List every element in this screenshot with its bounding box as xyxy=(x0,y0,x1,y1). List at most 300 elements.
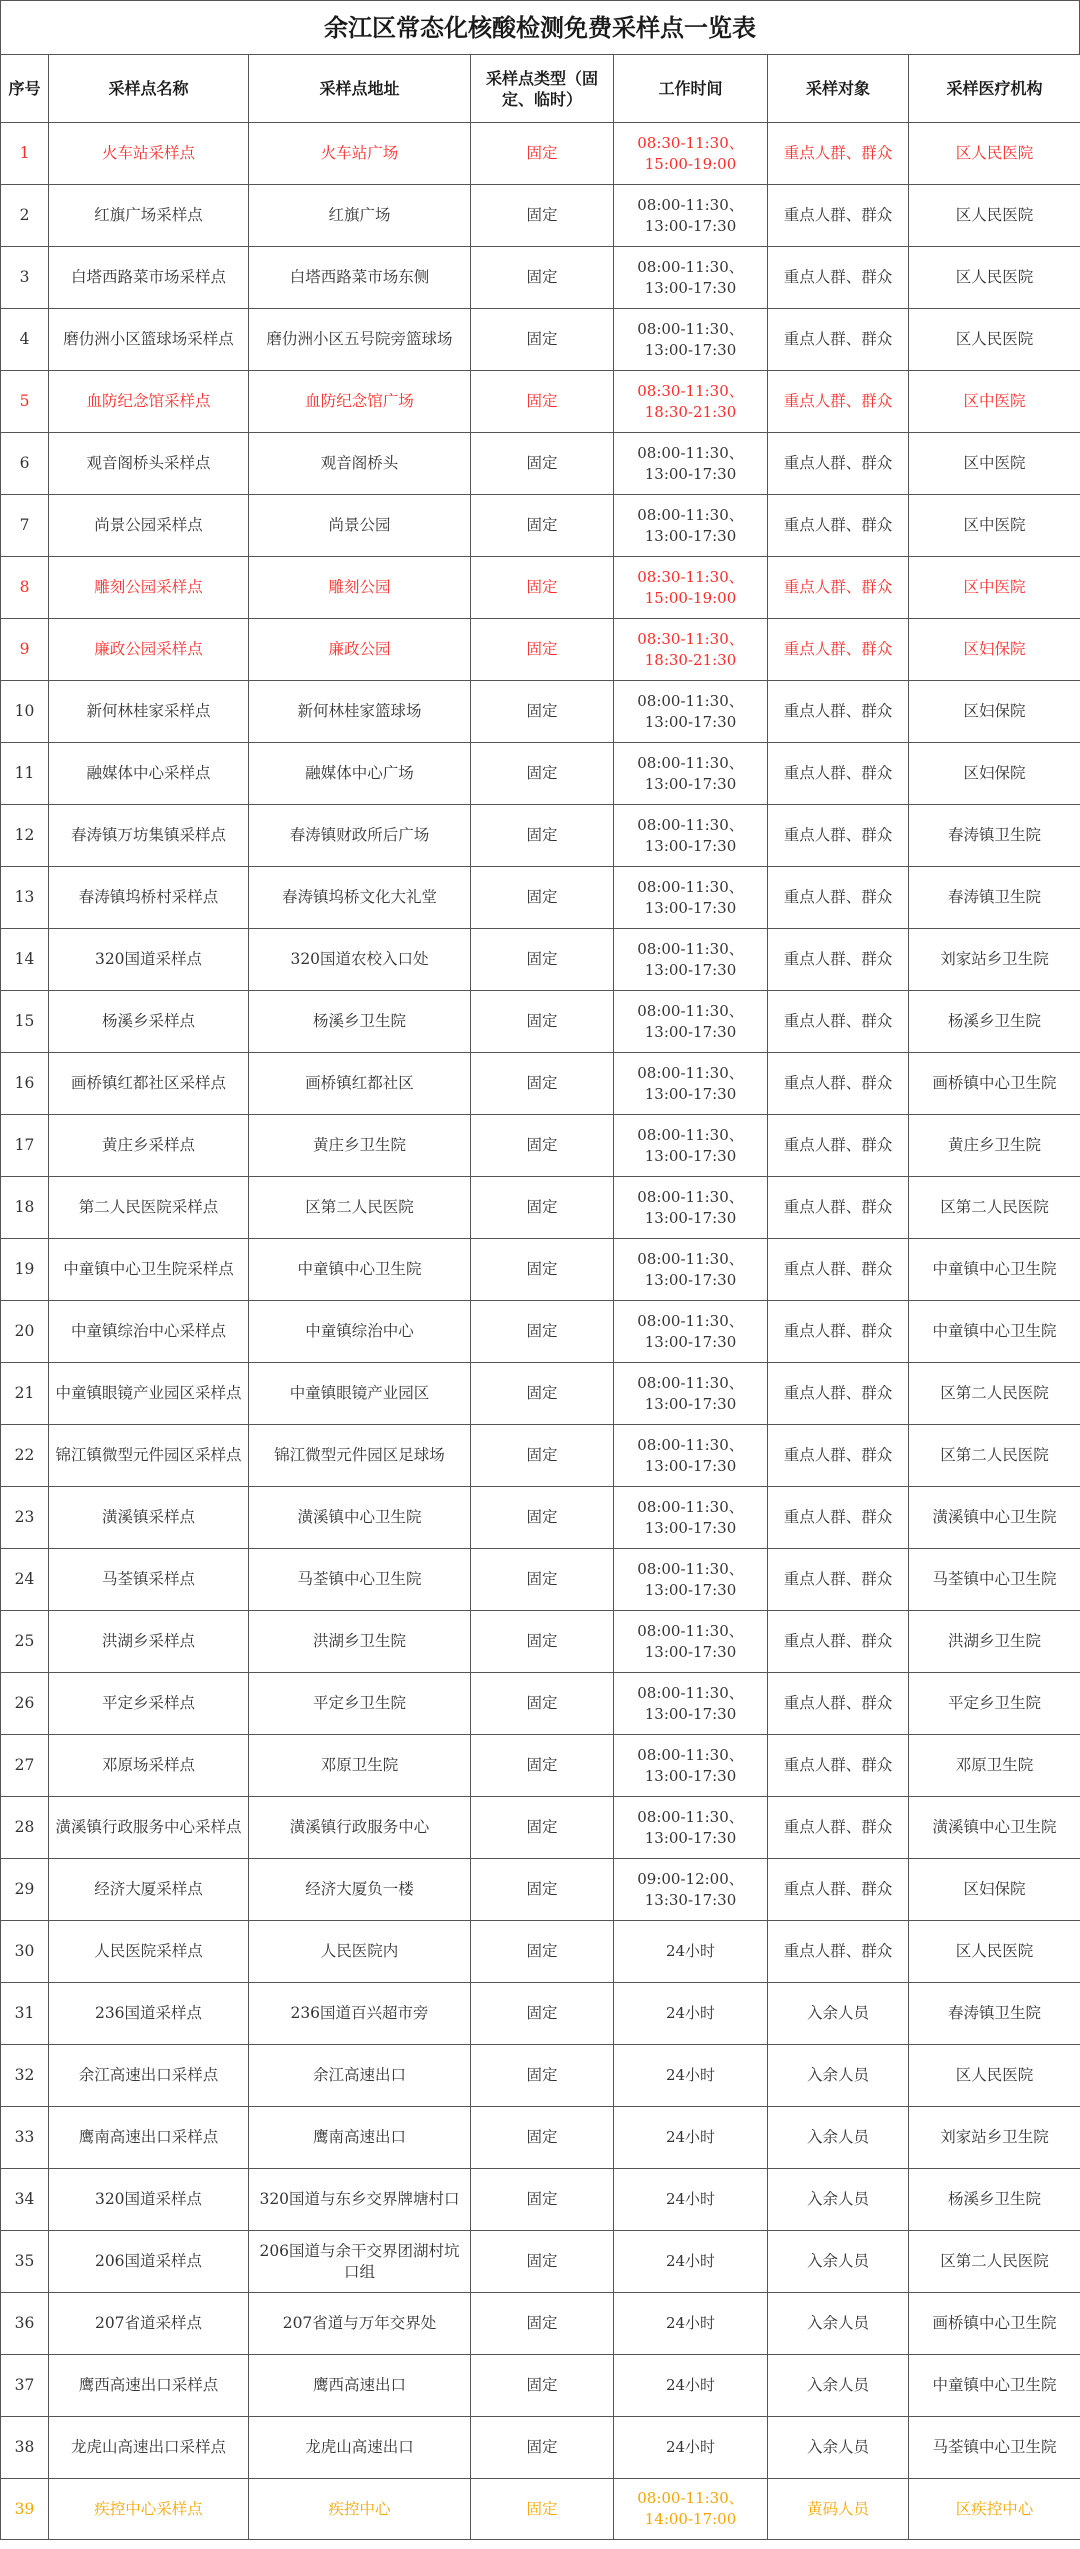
cell-site-address: 鹰西高速出口 xyxy=(249,2355,471,2417)
cell-site-address: 红旗广场 xyxy=(249,185,471,247)
cell-site-type: 固定 xyxy=(471,1053,614,1115)
table-row xyxy=(1,2293,1080,2355)
working-hours-line: 08:00-11:30、 xyxy=(637,1311,744,1330)
cell-site-type: 固定 xyxy=(471,1549,614,1611)
table-row xyxy=(1,2231,1080,2293)
cell-site-address: 邓原卫生院 xyxy=(249,1735,471,1797)
table-row xyxy=(1,1239,1080,1301)
cell-site-name: 融媒体中心采样点 xyxy=(49,743,249,805)
cell-site-type: 固定 xyxy=(471,433,614,495)
working-hours-line: 08:00-11:30、 xyxy=(637,1621,744,1640)
cell-serial-number: 30 xyxy=(1,1921,49,1983)
cell-site-name: 白塔西路菜市场采样点 xyxy=(49,247,249,309)
cell-working-hours xyxy=(614,2169,768,2231)
cell-medical-institution: 区人民医院 xyxy=(909,123,1080,185)
cell-site-type: 固定 xyxy=(471,2107,614,2169)
working-hours-line: 08:30-11:30、 xyxy=(637,381,744,400)
cell-target-group: 重点人群、群众 xyxy=(768,309,909,371)
cell-working-hours xyxy=(614,1425,768,1487)
cell-serial-number: 9 xyxy=(1,619,49,681)
table-row xyxy=(1,2045,1080,2107)
cell-target-group: 重点人群、群众 xyxy=(768,743,909,805)
header-site-address: 采样点地址 xyxy=(249,55,471,123)
cell-serial-number: 34 xyxy=(1,2169,49,2231)
cell-site-name: 春涛镇坞桥村采样点 xyxy=(49,867,249,929)
table-row xyxy=(1,123,1080,185)
cell-serial-number: 7 xyxy=(1,495,49,557)
cell-working-hours xyxy=(614,619,768,681)
working-hours-line: 08:00-11:30、 xyxy=(637,1063,744,1082)
cell-site-type: 固定 xyxy=(471,2355,614,2417)
cell-medical-institution: 区妇保院 xyxy=(909,681,1080,743)
cell-target-group: 黄码人员 xyxy=(768,2479,909,2540)
cell-working-hours xyxy=(614,1487,768,1549)
cell-site-type: 固定 xyxy=(471,1177,614,1239)
cell-site-type: 固定 xyxy=(471,185,614,247)
cell-medical-institution: 潢溪镇中心卫生院 xyxy=(909,1487,1080,1549)
cell-serial-number: 28 xyxy=(1,1797,49,1859)
cell-working-hours xyxy=(614,2107,768,2169)
cell-site-address: 锦江微型元件园区足球场 xyxy=(249,1425,471,1487)
cell-medical-institution: 杨溪乡卫生院 xyxy=(909,2169,1080,2231)
cell-medical-institution: 区妇保院 xyxy=(909,743,1080,805)
table-row xyxy=(1,1363,1080,1425)
cell-site-type: 固定 xyxy=(471,2293,614,2355)
cell-serial-number: 1 xyxy=(1,123,49,185)
cell-working-hours xyxy=(614,1177,768,1239)
working-hours-line: 08:00-11:30、 xyxy=(637,1745,744,1764)
cell-serial-number: 14 xyxy=(1,929,49,991)
working-hours-line: 08:30-11:30、 xyxy=(637,133,744,152)
cell-site-address: 磨仂洲小区五号院旁篮球场 xyxy=(249,309,471,371)
cell-working-hours xyxy=(614,557,768,619)
cell-medical-institution: 区妇保院 xyxy=(909,1859,1080,1921)
cell-site-name: 320国道采样点 xyxy=(49,929,249,991)
table-row xyxy=(1,1673,1080,1735)
cell-target-group: 重点人群、群众 xyxy=(768,1177,909,1239)
cell-site-type: 固定 xyxy=(471,2479,614,2540)
working-hours-line: 09:00-12:00、 xyxy=(637,1869,744,1888)
cell-site-type: 固定 xyxy=(471,1425,614,1487)
cell-serial-number: 16 xyxy=(1,1053,49,1115)
working-hours-line: 13:00-17:30 xyxy=(644,278,737,297)
working-hours-line: 18:30-21:30 xyxy=(644,402,737,421)
cell-site-name: 雕刻公园采样点 xyxy=(49,557,249,619)
header-site-name: 采样点名称 xyxy=(49,55,249,123)
cell-working-hours xyxy=(614,1053,768,1115)
table-row xyxy=(1,1425,1080,1487)
cell-site-type: 固定 xyxy=(471,1487,614,1549)
working-hours-line: 08:00-11:30、 xyxy=(637,1125,744,1144)
cell-site-name: 中童镇眼镜产业园区采样点 xyxy=(49,1363,249,1425)
cell-medical-institution: 黄庄乡卫生院 xyxy=(909,1115,1080,1177)
table-row xyxy=(1,1859,1080,1921)
sampling-sites-table xyxy=(0,54,1080,2540)
cell-working-hours xyxy=(614,1921,768,1983)
cell-medical-institution: 邓原卫生院 xyxy=(909,1735,1080,1797)
working-hours-line: 13:00-17:30 xyxy=(644,1270,737,1289)
working-hours-line: 24小时 xyxy=(665,2314,716,2332)
cell-site-name: 中童镇中心卫生院采样点 xyxy=(49,1239,249,1301)
cell-site-type: 固定 xyxy=(471,1797,614,1859)
cell-target-group: 重点人群、群众 xyxy=(768,991,909,1053)
cell-medical-institution: 区中医院 xyxy=(909,433,1080,495)
table-row xyxy=(1,247,1080,309)
cell-serial-number: 3 xyxy=(1,247,49,309)
cell-medical-institution: 区人民医院 xyxy=(909,247,1080,309)
working-hours-line: 24小时 xyxy=(665,2190,716,2208)
cell-serial-number: 19 xyxy=(1,1239,49,1301)
working-hours-line: 13:00-17:30 xyxy=(644,1580,737,1599)
working-hours-line: 24小时 xyxy=(665,2004,716,2022)
cell-site-type: 固定 xyxy=(471,1859,614,1921)
cell-site-address: 观音阁桥头 xyxy=(249,433,471,495)
cell-site-address: 白塔西路菜市场东侧 xyxy=(249,247,471,309)
cell-medical-institution: 中童镇中心卫生院 xyxy=(909,1239,1080,1301)
cell-site-type: 固定 xyxy=(471,2045,614,2107)
cell-serial-number: 18 xyxy=(1,1177,49,1239)
cell-working-hours xyxy=(614,309,768,371)
cell-medical-institution: 洪湖乡卫生院 xyxy=(909,1611,1080,1673)
cell-site-type: 固定 xyxy=(471,247,614,309)
working-hours-line: 13:00-17:30 xyxy=(644,898,737,917)
cell-site-type: 固定 xyxy=(471,495,614,557)
table-row xyxy=(1,1487,1080,1549)
cell-site-address: 207省道与万年交界处 xyxy=(249,2293,471,2355)
table-row xyxy=(1,743,1080,805)
table-body xyxy=(1,123,1080,2540)
cell-target-group: 重点人群、群众 xyxy=(768,433,909,495)
table-row xyxy=(1,1549,1080,1611)
table-row xyxy=(1,1611,1080,1673)
cell-site-name: 红旗广场采样点 xyxy=(49,185,249,247)
cell-serial-number: 13 xyxy=(1,867,49,929)
header-working-hours: 工作时间 xyxy=(614,55,768,123)
working-hours-line: 08:00-11:30、 xyxy=(637,1559,744,1578)
working-hours-line: 08:00-11:30、 xyxy=(637,815,744,834)
working-hours-line: 08:00-11:30、 xyxy=(637,2489,744,2507)
working-hours-line: 08:00-11:30、 xyxy=(637,877,744,896)
cell-working-hours xyxy=(614,2231,768,2293)
working-hours-line: 08:00-11:30、 xyxy=(637,1001,744,1020)
cell-site-name: 火车站采样点 xyxy=(49,123,249,185)
working-hours-line: 08:00-11:30、 xyxy=(637,1435,744,1454)
table-row xyxy=(1,557,1080,619)
table-row xyxy=(1,991,1080,1053)
working-hours-line: 08:30-11:30、 xyxy=(637,567,744,586)
cell-site-name: 磨仂洲小区篮球场采样点 xyxy=(49,309,249,371)
cell-medical-institution: 中童镇中心卫生院 xyxy=(909,2355,1080,2417)
cell-medical-institution: 杨溪乡卫生院 xyxy=(909,991,1080,1053)
cell-working-hours xyxy=(614,371,768,433)
header-serial-number: 序号 xyxy=(1,55,49,123)
working-hours-line: 24小时 xyxy=(665,1942,716,1960)
cell-medical-institution: 春涛镇卫生院 xyxy=(909,867,1080,929)
table-row xyxy=(1,867,1080,929)
cell-site-name: 207省道采样点 xyxy=(49,2293,249,2355)
table-row xyxy=(1,1797,1080,1859)
cell-medical-institution: 区人民医院 xyxy=(909,309,1080,371)
working-hours-line: 08:00-11:30、 xyxy=(637,195,744,214)
cell-serial-number: 15 xyxy=(1,991,49,1053)
working-hours-line: 13:00-17:30 xyxy=(644,1146,737,1165)
cell-target-group: 重点人群、群众 xyxy=(768,619,909,681)
working-hours-line: 08:00-11:30、 xyxy=(637,505,744,524)
cell-working-hours xyxy=(614,123,768,185)
table-row xyxy=(1,495,1080,557)
working-hours-line: 24小时 xyxy=(665,2128,716,2146)
cell-site-name: 春涛镇万坊集镇采样点 xyxy=(49,805,249,867)
working-hours-line: 13:00-17:30 xyxy=(644,1394,737,1413)
cell-target-group: 重点人群、群众 xyxy=(768,1611,909,1673)
cell-medical-institution: 区人民医院 xyxy=(909,185,1080,247)
working-hours-line: 08:00-11:30、 xyxy=(637,1373,744,1392)
table-row xyxy=(1,2169,1080,2231)
cell-site-type: 固定 xyxy=(471,2417,614,2479)
cell-serial-number: 29 xyxy=(1,1859,49,1921)
cell-site-type: 固定 xyxy=(471,1363,614,1425)
table-row xyxy=(1,805,1080,867)
cell-site-name: 潢溪镇采样点 xyxy=(49,1487,249,1549)
cell-working-hours xyxy=(614,1611,768,1673)
cell-site-name: 廉政公园采样点 xyxy=(49,619,249,681)
document-title: 余江区常态化核酸检测免费采样点一览表 xyxy=(0,0,1080,54)
cell-medical-institution: 画桥镇中心卫生院 xyxy=(909,1053,1080,1115)
cell-working-hours xyxy=(614,991,768,1053)
cell-site-address: 潢溪镇中心卫生院 xyxy=(249,1487,471,1549)
cell-site-address: 经济大厦负一楼 xyxy=(249,1859,471,1921)
cell-site-name: 206国道采样点 xyxy=(49,2231,249,2293)
cell-site-address: 火车站广场 xyxy=(249,123,471,185)
working-hours-line: 08:00-11:30、 xyxy=(637,319,744,338)
cell-site-address: 血防纪念馆广场 xyxy=(249,371,471,433)
cell-site-name: 马荃镇采样点 xyxy=(49,1549,249,1611)
cell-site-type: 固定 xyxy=(471,2231,614,2293)
cell-medical-institution: 春涛镇卫生院 xyxy=(909,1983,1080,2045)
cell-medical-institution: 画桥镇中心卫生院 xyxy=(909,2293,1080,2355)
cell-medical-institution: 马荃镇中心卫生院 xyxy=(909,2417,1080,2479)
cell-working-hours xyxy=(614,1301,768,1363)
working-hours-line: 08:00-11:30、 xyxy=(637,443,744,462)
cell-serial-number: 32 xyxy=(1,2045,49,2107)
cell-target-group: 入余人员 xyxy=(768,2231,909,2293)
cell-serial-number: 21 xyxy=(1,1363,49,1425)
cell-site-name: 龙虎山高速出口采样点 xyxy=(49,2417,249,2479)
working-hours-line: 13:00-17:30 xyxy=(644,960,737,979)
cell-working-hours xyxy=(614,185,768,247)
cell-site-address: 黄庄乡卫生院 xyxy=(249,1115,471,1177)
cell-working-hours xyxy=(614,805,768,867)
cell-medical-institution: 马荃镇中心卫生院 xyxy=(909,1549,1080,1611)
cell-serial-number: 2 xyxy=(1,185,49,247)
cell-medical-institution: 区人民医院 xyxy=(909,1921,1080,1983)
cell-site-type: 固定 xyxy=(471,681,614,743)
cell-target-group: 重点人群、群众 xyxy=(768,1425,909,1487)
cell-medical-institution: 区妇保院 xyxy=(909,619,1080,681)
cell-site-address: 236国道百兴超市旁 xyxy=(249,1983,471,2045)
cell-site-address: 融媒体中心广场 xyxy=(249,743,471,805)
cell-site-type: 固定 xyxy=(471,1611,614,1673)
cell-medical-institution: 潢溪镇中心卫生院 xyxy=(909,1797,1080,1859)
cell-site-address: 新何林桂家篮球场 xyxy=(249,681,471,743)
cell-site-address: 龙虎山高速出口 xyxy=(249,2417,471,2479)
cell-medical-institution: 春涛镇卫生院 xyxy=(909,805,1080,867)
cell-target-group: 重点人群、群众 xyxy=(768,805,909,867)
cell-target-group: 入余人员 xyxy=(768,2417,909,2479)
cell-serial-number: 33 xyxy=(1,2107,49,2169)
working-hours-line: 18:30-21:30 xyxy=(644,650,737,669)
working-hours-line: 13:00-17:30 xyxy=(644,464,737,483)
table-row xyxy=(1,1735,1080,1797)
cell-serial-number: 22 xyxy=(1,1425,49,1487)
cell-site-address: 中童镇综治中心 xyxy=(249,1301,471,1363)
cell-medical-institution: 区人民医院 xyxy=(909,2045,1080,2107)
cell-target-group: 重点人群、群众 xyxy=(768,185,909,247)
cell-site-address: 洪湖乡卫生院 xyxy=(249,1611,471,1673)
working-hours-line: 13:00-17:30 xyxy=(644,1518,737,1537)
table-header-row xyxy=(1,55,1080,123)
table-row xyxy=(1,681,1080,743)
cell-site-name: 中童镇综治中心采样点 xyxy=(49,1301,249,1363)
working-hours-line: 13:00-17:30 xyxy=(644,1828,737,1847)
cell-site-name: 人民医院采样点 xyxy=(49,1921,249,1983)
cell-working-hours xyxy=(614,1673,768,1735)
cell-target-group: 重点人群、群众 xyxy=(768,929,909,991)
cell-working-hours xyxy=(614,743,768,805)
cell-medical-institution: 区中医院 xyxy=(909,495,1080,557)
cell-serial-number: 20 xyxy=(1,1301,49,1363)
cell-target-group: 重点人群、群众 xyxy=(768,1053,909,1115)
cell-site-address: 春涛镇坞桥文化大礼堂 xyxy=(249,867,471,929)
cell-serial-number: 24 xyxy=(1,1549,49,1611)
working-hours-line: 13:30-17:30 xyxy=(644,1890,737,1909)
cell-site-type: 固定 xyxy=(471,805,614,867)
cell-medical-institution: 平定乡卫生院 xyxy=(909,1673,1080,1735)
cell-site-address: 平定乡卫生院 xyxy=(249,1673,471,1735)
cell-target-group: 重点人群、群众 xyxy=(768,1239,909,1301)
cell-working-hours xyxy=(614,247,768,309)
cell-serial-number: 10 xyxy=(1,681,49,743)
cell-medical-institution: 区中医院 xyxy=(909,557,1080,619)
cell-site-type: 固定 xyxy=(471,1735,614,1797)
table-row xyxy=(1,185,1080,247)
cell-target-group: 重点人群、群众 xyxy=(768,123,909,185)
cell-working-hours xyxy=(614,1983,768,2045)
cell-serial-number: 38 xyxy=(1,2417,49,2479)
cell-target-group: 入余人员 xyxy=(768,2107,909,2169)
cell-serial-number: 39 xyxy=(1,2479,49,2540)
cell-site-name: 236国道采样点 xyxy=(49,1983,249,2045)
cell-working-hours xyxy=(614,2355,768,2417)
cell-target-group: 重点人群、群众 xyxy=(768,247,909,309)
cell-site-type: 固定 xyxy=(471,1983,614,2045)
working-hours-line: 13:00-17:30 xyxy=(644,1208,737,1227)
table-row xyxy=(1,1053,1080,1115)
working-hours-line: 08:00-11:30、 xyxy=(637,753,744,772)
cell-site-name: 洪湖乡采样点 xyxy=(49,1611,249,1673)
cell-target-group: 重点人群、群众 xyxy=(768,1859,909,1921)
cell-site-type: 固定 xyxy=(471,557,614,619)
cell-site-name: 平定乡采样点 xyxy=(49,1673,249,1735)
cell-working-hours xyxy=(614,1797,768,1859)
cell-target-group: 入余人员 xyxy=(768,1983,909,2045)
cell-medical-institution: 区第二人民医院 xyxy=(909,1363,1080,1425)
working-hours-line: 13:00-17:30 xyxy=(644,1332,737,1351)
cell-site-address: 杨溪乡卫生院 xyxy=(249,991,471,1053)
cell-working-hours xyxy=(614,2045,768,2107)
cell-site-address: 320国道与东乡交界牌塘村口 xyxy=(249,2169,471,2231)
cell-target-group: 重点人群、群众 xyxy=(768,867,909,929)
cell-site-name: 320国道采样点 xyxy=(49,2169,249,2231)
table-row xyxy=(1,1983,1080,2045)
working-hours-line: 08:30-11:30、 xyxy=(637,629,744,648)
cell-site-type: 固定 xyxy=(471,743,614,805)
cell-site-type: 固定 xyxy=(471,1301,614,1363)
table-row xyxy=(1,1921,1080,1983)
cell-working-hours xyxy=(614,1549,768,1611)
cell-serial-number: 4 xyxy=(1,309,49,371)
cell-site-name: 余江高速出口采样点 xyxy=(49,2045,249,2107)
table-row xyxy=(1,1115,1080,1177)
cell-target-group: 重点人群、群众 xyxy=(768,1363,909,1425)
cell-working-hours xyxy=(614,2479,768,2540)
working-hours-line: 15:00-19:00 xyxy=(644,154,737,173)
header-site-type: 采样点类型（固定、临时） xyxy=(471,55,614,123)
working-hours-line: 08:00-11:30、 xyxy=(637,939,744,958)
working-hours-line: 15:00-19:00 xyxy=(644,588,737,607)
cell-site-name: 第二人民医院采样点 xyxy=(49,1177,249,1239)
cell-medical-institution: 区中医院 xyxy=(909,371,1080,433)
cell-working-hours xyxy=(614,1859,768,1921)
cell-serial-number: 12 xyxy=(1,805,49,867)
cell-working-hours xyxy=(614,929,768,991)
cell-site-address: 雕刻公园 xyxy=(249,557,471,619)
working-hours-line: 08:00-11:30、 xyxy=(637,1249,744,1268)
working-hours-line: 13:00-17:30 xyxy=(644,1704,737,1723)
cell-target-group: 重点人群、群众 xyxy=(768,1487,909,1549)
cell-site-type: 固定 xyxy=(471,371,614,433)
cell-working-hours xyxy=(614,1363,768,1425)
table-row xyxy=(1,1301,1080,1363)
cell-site-address: 马荃镇中心卫生院 xyxy=(249,1549,471,1611)
table-row xyxy=(1,1177,1080,1239)
cell-site-type: 固定 xyxy=(471,2169,614,2231)
cell-target-group: 重点人群、群众 xyxy=(768,495,909,557)
working-hours-line: 13:00-17:30 xyxy=(644,526,737,545)
table-row xyxy=(1,433,1080,495)
working-hours-line: 08:00-11:30、 xyxy=(637,691,744,710)
working-hours-line: 08:00-11:30、 xyxy=(637,1497,744,1516)
cell-site-name: 鹰南高速出口采样点 xyxy=(49,2107,249,2169)
working-hours-line: 08:00-11:30、 xyxy=(637,1683,744,1702)
cell-site-name: 经济大厦采样点 xyxy=(49,1859,249,1921)
working-hours-line: 13:00-17:30 xyxy=(644,1766,737,1785)
cell-target-group: 重点人群、群众 xyxy=(768,1797,909,1859)
cell-site-address: 春涛镇财政所后广场 xyxy=(249,805,471,867)
cell-site-name: 血防纪念馆采样点 xyxy=(49,371,249,433)
cell-working-hours xyxy=(614,2293,768,2355)
cell-medical-institution: 中童镇中心卫生院 xyxy=(909,1301,1080,1363)
cell-site-type: 固定 xyxy=(471,123,614,185)
cell-site-type: 固定 xyxy=(471,1921,614,1983)
table-row xyxy=(1,2355,1080,2417)
cell-site-type: 固定 xyxy=(471,1239,614,1301)
cell-site-type: 固定 xyxy=(471,1115,614,1177)
cell-medical-institution: 区第二人民医院 xyxy=(909,2231,1080,2293)
table-row xyxy=(1,2417,1080,2479)
cell-site-name: 邓原场采样点 xyxy=(49,1735,249,1797)
working-hours-line: 14:00-17:00 xyxy=(644,2510,737,2528)
